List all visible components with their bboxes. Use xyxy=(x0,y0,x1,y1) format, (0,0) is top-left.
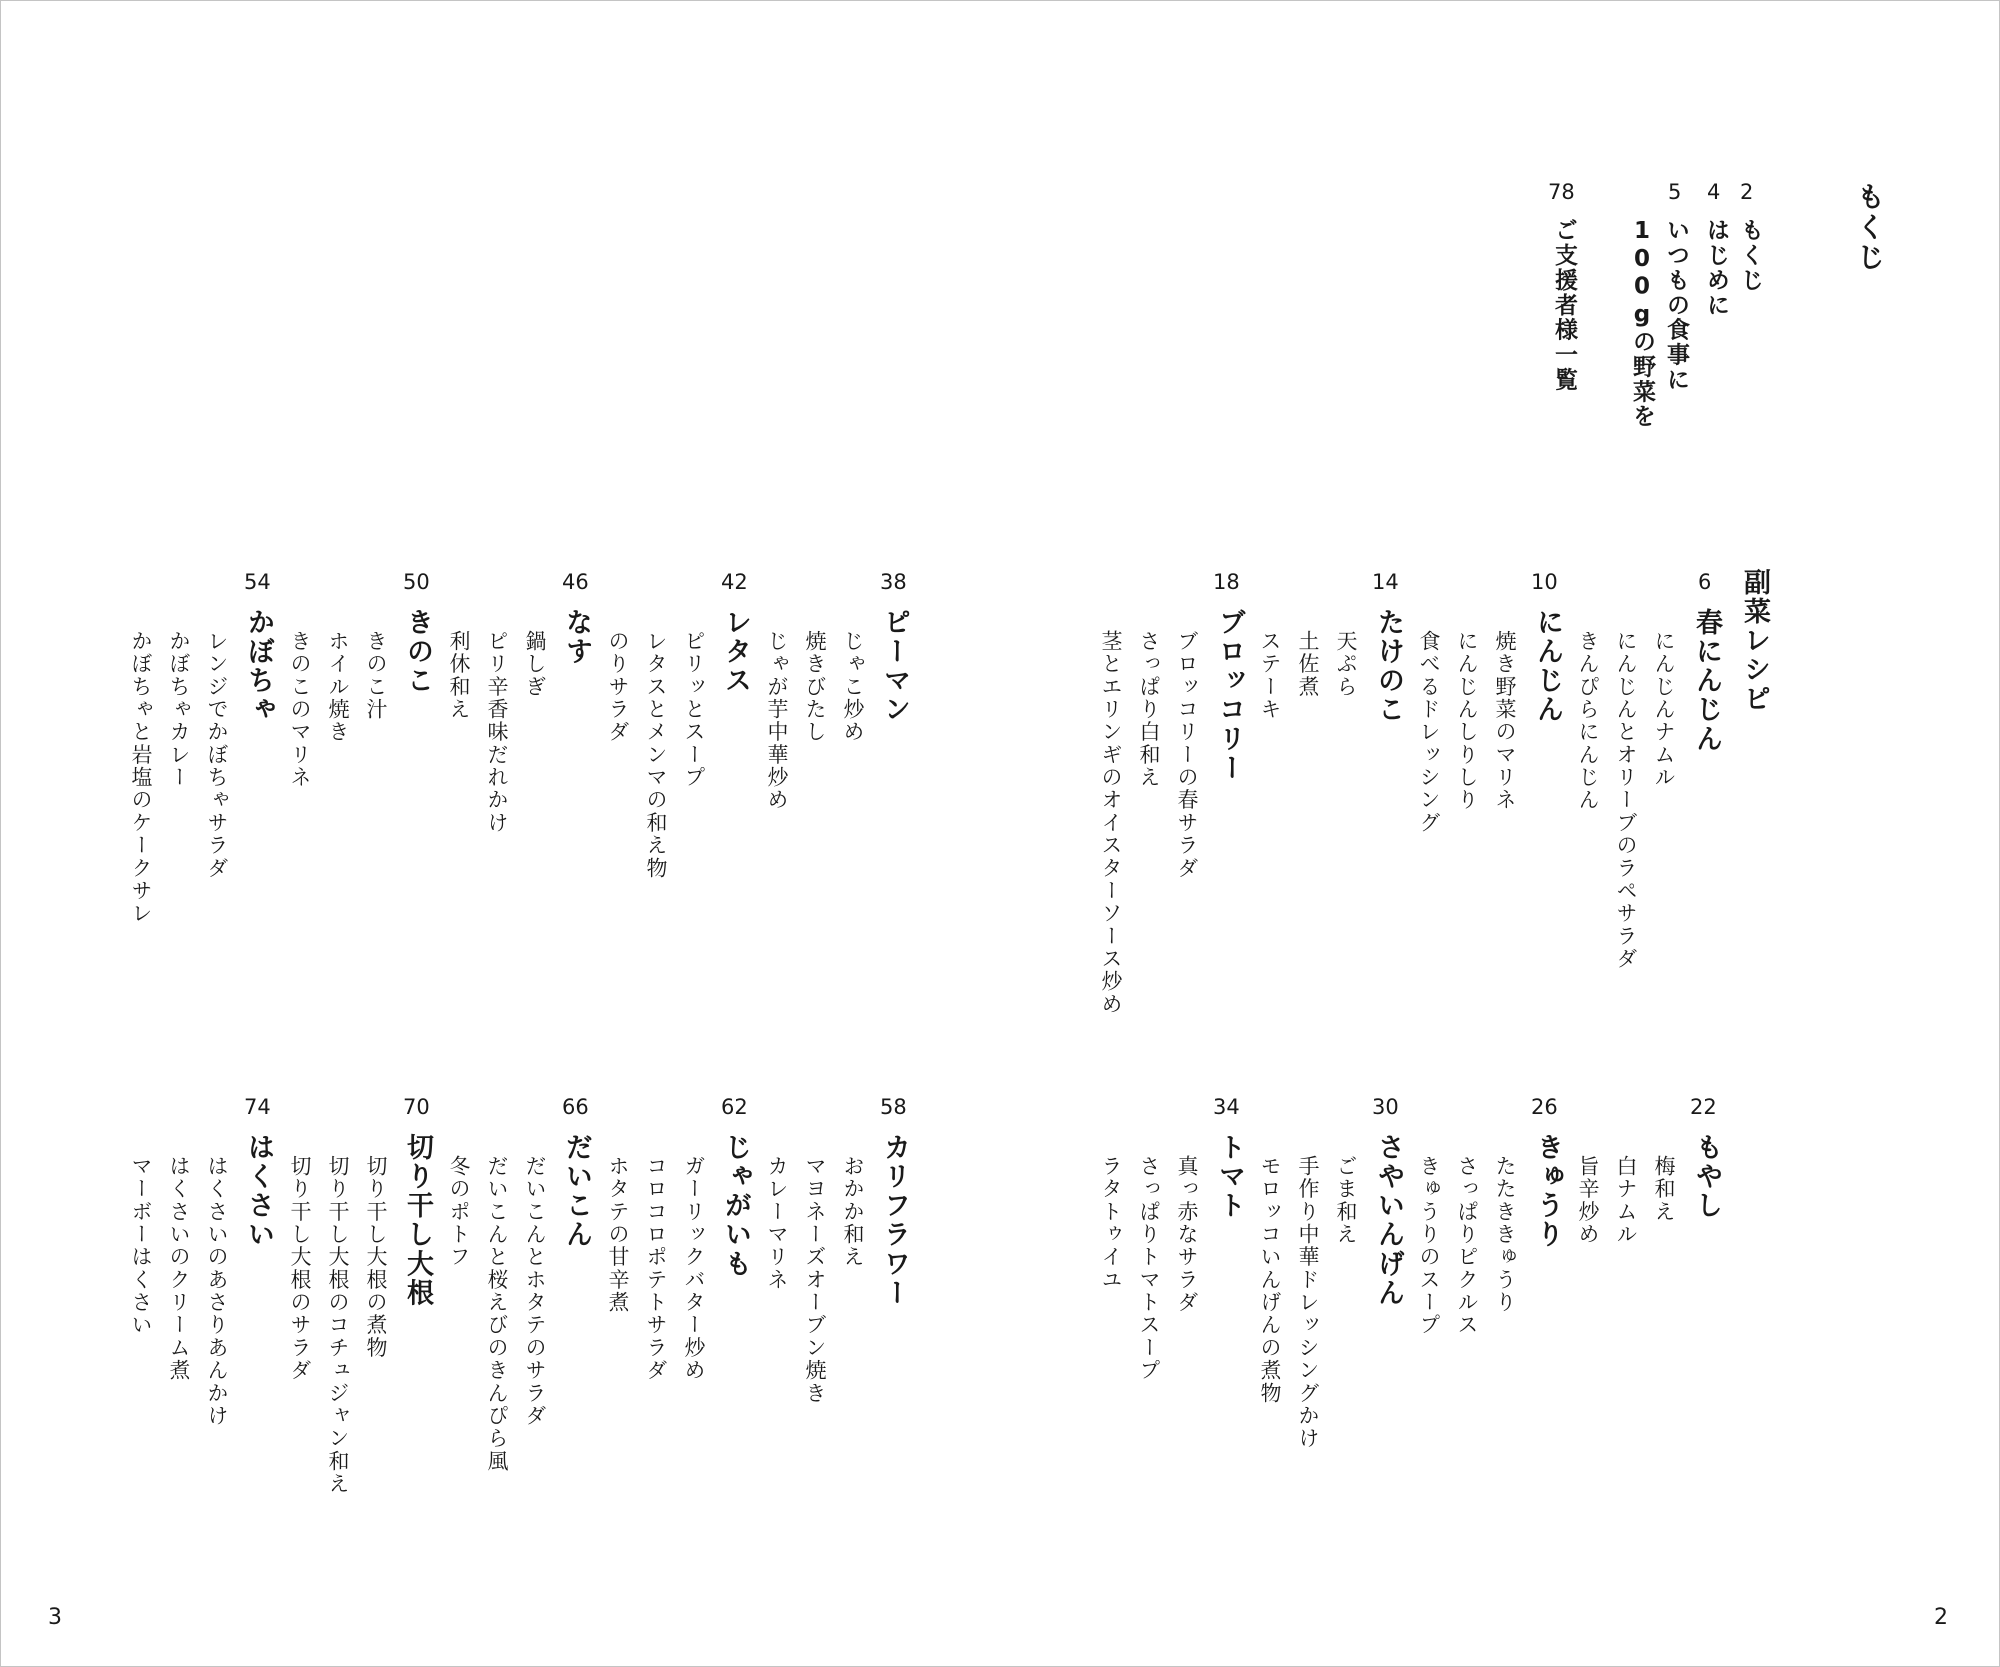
section-name-cauliflower[interactable]: カリフラワー xyxy=(879,1133,910,1308)
recipe-item[interactable]: きのこのマリネ xyxy=(288,630,312,789)
section-name-kyuri[interactable]: きゅうり xyxy=(1532,1133,1563,1250)
section-name-lettuce[interactable]: レタス xyxy=(720,608,751,696)
section-name-piman[interactable]: ピーマン xyxy=(879,608,910,725)
front-label-itsumono[interactable]: いつもの食事に xyxy=(1663,218,1689,392)
recipe-item[interactable]: ステーキ xyxy=(1258,630,1282,721)
recipe-item[interactable]: ホタテの甘辛煮 xyxy=(606,1155,630,1314)
recipe-item[interactable]: コロコロポテトサラダ xyxy=(644,1155,668,1382)
recipe-item[interactable]: 土佐煮 xyxy=(1296,630,1320,699)
front-page-5: 5 xyxy=(1668,180,1682,204)
front-label-mokuji[interactable]: もくじ xyxy=(1737,218,1763,293)
recipe-item[interactable]: カレーマリネ xyxy=(765,1155,789,1292)
section-page: 38 xyxy=(880,570,907,594)
section-page: 6 xyxy=(1698,570,1712,594)
recipe-item[interactable]: ブロッコリーの春サラダ xyxy=(1175,630,1199,880)
section-page: 66 xyxy=(562,1095,589,1119)
section-page: 62 xyxy=(721,1095,748,1119)
section-name-takenoko[interactable]: たけのこ xyxy=(1373,608,1404,725)
recipe-item[interactable]: ラタトゥイユ xyxy=(1099,1155,1123,1292)
recipe-item[interactable]: さっぱり白和え xyxy=(1137,630,1161,789)
section-name-broccoli[interactable]: ブロッコリー xyxy=(1214,608,1245,783)
recipe-item[interactable]: レンジでかぼちゃサラダ xyxy=(205,630,229,880)
section-page: 58 xyxy=(880,1095,907,1119)
section-page: 10 xyxy=(1531,570,1558,594)
recipe-item[interactable]: さっぱりピクルス xyxy=(1455,1155,1479,1337)
recipe-item[interactable]: だいこんとホタテのサラダ xyxy=(523,1155,547,1428)
section-name-jagaimo[interactable]: じゃがいも xyxy=(720,1133,751,1279)
recipe-item[interactable]: 焼きびたし xyxy=(803,630,827,744)
recipe-item[interactable]: 利休和え xyxy=(447,630,471,721)
recipe-item[interactable]: 冬のポトフ xyxy=(447,1155,471,1269)
recipe-item[interactable]: さっぱりトマトスープ xyxy=(1137,1155,1161,1382)
section-name-nasu[interactable]: なす xyxy=(561,608,592,667)
section-name-tomato[interactable]: トマト xyxy=(1214,1133,1245,1221)
section-page: 26 xyxy=(1531,1095,1558,1119)
recipe-item[interactable]: 白ナムル xyxy=(1614,1155,1638,1246)
recipe-item[interactable]: 旨辛炒め xyxy=(1576,1155,1600,1246)
section-page: 18 xyxy=(1213,570,1240,594)
section-name-sayaingen[interactable]: さやいんげん xyxy=(1373,1133,1404,1308)
recipe-item[interactable]: 梅和え xyxy=(1652,1155,1676,1224)
recipe-item[interactable]: にんじんしりしり xyxy=(1455,630,1479,812)
section-page: 50 xyxy=(403,570,430,594)
recipe-item[interactable]: きんぴらにんじん xyxy=(1576,630,1600,812)
section-page: 30 xyxy=(1372,1095,1399,1119)
recipe-item[interactable]: 天ぷら xyxy=(1334,630,1358,699)
recipe-item[interactable]: ホイル焼き xyxy=(326,630,350,744)
section-name-kinoko[interactable]: きのこ xyxy=(402,608,433,696)
section-name-ninjin[interactable]: にんじん xyxy=(1532,608,1563,725)
section-name-hakusai[interactable]: はくさい xyxy=(243,1133,274,1250)
section-page: 22 xyxy=(1690,1095,1717,1119)
front-label-100g[interactable]: 100gの野菜を xyxy=(1629,218,1655,429)
recipe-item[interactable]: ピリ辛香味だれかけ xyxy=(485,630,509,835)
page-number-right: 2 xyxy=(1934,1605,1948,1630)
section-name-daikon[interactable]: だいこん xyxy=(561,1133,592,1250)
recipe-item[interactable]: じゃが芋中華炒め xyxy=(765,630,789,812)
toc-title: もくじ xyxy=(1853,182,1886,273)
recipe-item[interactable]: にんじんナムル xyxy=(1652,630,1676,789)
recipe-item[interactable]: だいこんと桜えびのきんぴら風 xyxy=(485,1155,509,1473)
recipe-item[interactable]: ごま和え xyxy=(1334,1155,1358,1246)
recipe-item[interactable]: かぼちゃカレー xyxy=(167,630,191,789)
section-name-haru-ninjin[interactable]: 春にんじん xyxy=(1691,608,1722,754)
recipe-item[interactable]: 切り干し大根の煮物 xyxy=(364,1155,388,1360)
section-page: 54 xyxy=(244,570,271,594)
recipe-item[interactable]: 真っ赤なサラダ xyxy=(1175,1155,1199,1314)
section-page: 46 xyxy=(562,570,589,594)
front-page-78: 78 xyxy=(1548,180,1575,204)
section-page: 70 xyxy=(403,1095,430,1119)
recipe-item[interactable]: マーボーはくさい xyxy=(129,1155,153,1337)
section-page: 42 xyxy=(721,570,748,594)
section-page: 74 xyxy=(244,1095,271,1119)
page-number-left: 3 xyxy=(48,1605,62,1630)
front-page-4: 4 xyxy=(1707,180,1721,204)
section-title: 副菜レシピ xyxy=(1739,568,1770,714)
recipe-item[interactable]: かぼちゃと岩塩のケークサレ xyxy=(129,630,153,925)
section-name-kabocha[interactable]: かぼちゃ xyxy=(243,608,274,725)
recipe-item[interactable]: たたききゅうり xyxy=(1493,1155,1517,1314)
section-name-moyashi[interactable]: もやし xyxy=(1691,1133,1722,1221)
recipe-item[interactable]: はくさいのあさりあんかけ xyxy=(205,1155,229,1428)
section-page: 34 xyxy=(1213,1095,1240,1119)
recipe-item[interactable]: 切り干し大根のサラダ xyxy=(288,1155,312,1382)
recipe-item[interactable]: ガーリックバター炒め xyxy=(682,1155,706,1382)
recipe-item[interactable]: 鍋しぎ xyxy=(523,630,547,699)
recipe-item[interactable]: にんじんとオリーブのラペサラダ xyxy=(1614,630,1638,971)
recipe-item[interactable]: じゃこ炒め xyxy=(841,630,865,744)
recipe-item[interactable]: 切り干し大根のコチュジャン和え xyxy=(326,1155,350,1496)
recipe-item[interactable]: モロッコいんげんの煮物 xyxy=(1258,1155,1282,1405)
recipe-item[interactable]: きのこ汁 xyxy=(364,630,388,721)
recipe-item[interactable]: はくさいのクリーム煮 xyxy=(167,1155,191,1382)
section-page: 14 xyxy=(1372,570,1399,594)
recipe-item[interactable]: 手作り中華ドレッシングかけ xyxy=(1296,1155,1320,1450)
front-label-shiensha[interactable]: ご支援者様一覧 xyxy=(1551,218,1577,392)
recipe-item[interactable]: きゅうりのスープ xyxy=(1417,1155,1441,1337)
recipe-item[interactable]: レタスとメンマの和え物 xyxy=(644,630,668,880)
front-label-hajimeni[interactable]: はじめに xyxy=(1703,218,1729,318)
recipe-item[interactable]: 茎とエリンギのオイスターソース炒め xyxy=(1099,630,1123,1016)
recipe-item[interactable]: のりサラダ xyxy=(606,630,630,744)
recipe-item[interactable]: 食べるドレッシング xyxy=(1417,630,1441,835)
recipe-item[interactable]: おかか和え xyxy=(841,1155,865,1269)
recipe-item[interactable]: ピリッとスープ xyxy=(682,630,706,789)
recipe-item[interactable]: マヨネーズオーブン焼き xyxy=(803,1155,827,1405)
front-page-2: 2 xyxy=(1740,180,1754,204)
section-name-kiriboshi-daikon[interactable]: 切り干し大根 xyxy=(402,1133,433,1308)
recipe-item[interactable]: 焼き野菜のマリネ xyxy=(1493,630,1517,812)
